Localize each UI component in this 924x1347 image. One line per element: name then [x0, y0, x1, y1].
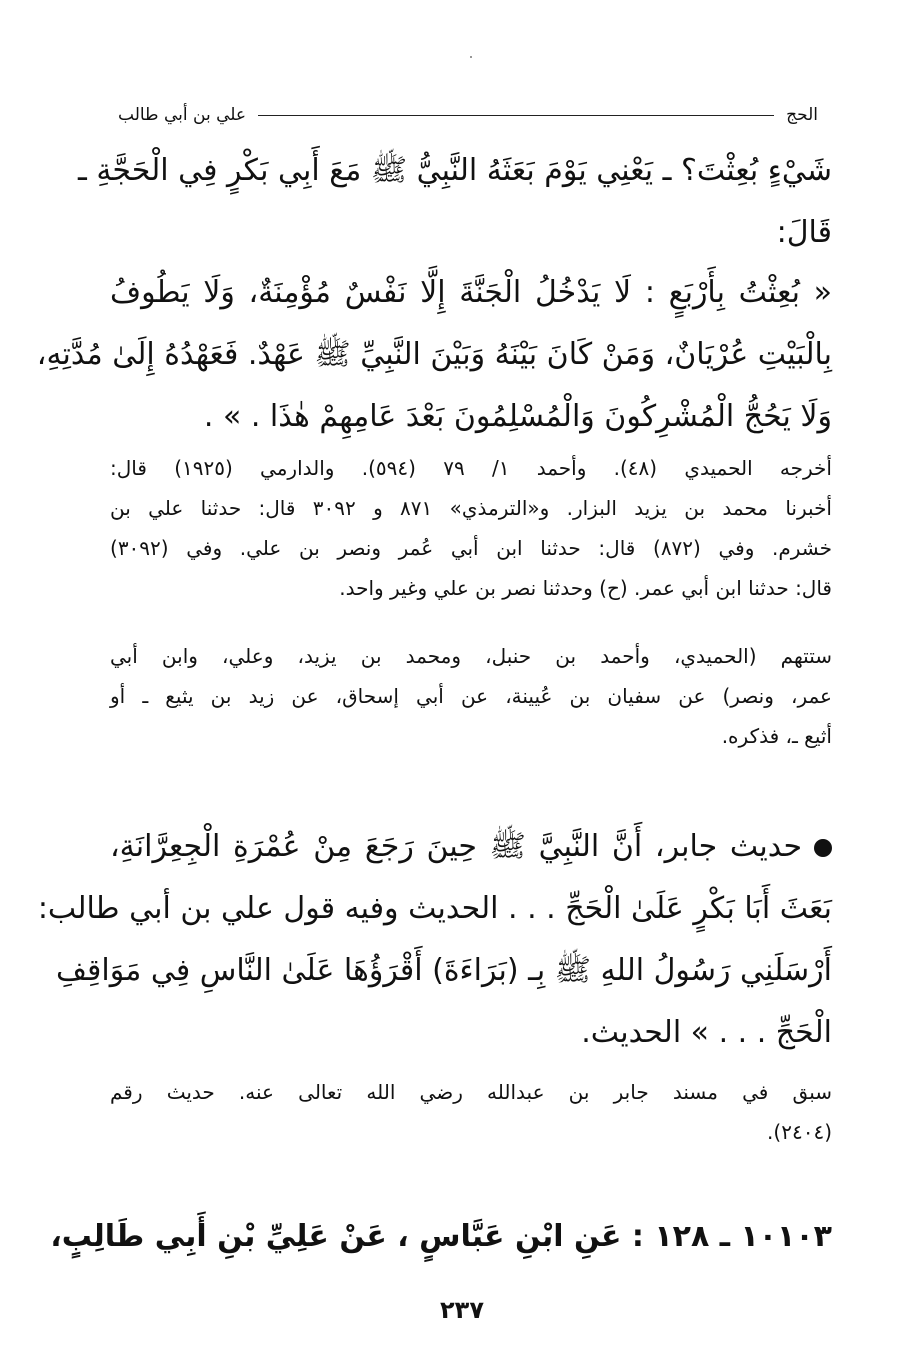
text-line: وَلَا يَحُجُّ الْمُشْرِكُونَ وَالْمُسْلِمُونَ بَعْدَ عَامِهِمْ هٰذَا . » .	[203, 399, 832, 434]
text-line: بَعَثَ أَبَا بَكْرٍ عَلَىٰ الْحَجِّ . . . الحديث وفيه قول علي بن أبي طالب:	[37, 891, 832, 926]
text-line: « بُعِثْتُ بِأَرْبَعٍ : لَا يَدْخُلُ الْجَنَّةَ إِلَّا نَفْسٌ مُؤْمِنَةٌ، وَلَا يَطُوفُ	[110, 275, 832, 310]
header-rule	[258, 115, 774, 116]
hadith-first-line: حديث جابر، أَنَّ النَّبِيَّ ﷺ حِينَ رَجَعَ مِنْ عُمْرَةِ الْجِعِرَّانَةِ،	[110, 829, 802, 864]
hadith-quote	[36, 262, 832, 448]
running-header	[118, 100, 818, 130]
text-line: شَيْءٍ بُعِثْتَ؟ ـ يَعْنِي يَوْمَ بَعَثَهُ النَّبِيُّ ﷺ مَعَ أَبِي بَكْرٍ فِي الْحَجَّةِ ـ	[78, 153, 832, 188]
entry-line: ١٠١٠٣ ـ ١٢٨ : عَنِ ابْنِ عَبَّاسٍ ، عَنْ عَلِيِّ بْنِ أَبِي طَالِبٍ،	[50, 1219, 832, 1254]
hadith-text-continuation	[78, 140, 832, 264]
note-line: سبق في مسند جابر بن عبدالله رضي الله تعالى عنه. حديث رقم	[110, 1080, 832, 1104]
note-line: قال: حدثنا ابن أبي عمر. (ح) وحدثنا نصر بن علي وغير واحد.	[339, 576, 832, 600]
header-section-title: علي بن أبي طالب	[118, 105, 247, 125]
note-line: خشرم. وفي (٨٧٢) قال: حدثنا ابن أبي عُمر ونصر بن علي. وفي (٣٠٩٢)	[110, 536, 832, 560]
text-line: أَرْسَلَنِي رَسُولُ اللهِ ﷺ بِـ (بَرَاءَةَ) أَقْرَؤُهَا عَلَىٰ النَّاسِ فِي مَوَاقِفِ	[55, 953, 832, 988]
isnad-note	[110, 636, 832, 756]
hadith-entry-heading	[50, 1206, 832, 1268]
header-chapter-title: الحج	[786, 105, 818, 125]
takhrij-note	[110, 448, 832, 608]
note-line: ستتهم (الحميدي، وأحمد بن حنبل، ومحمد بن يزيد، وعلي، وابن أبي	[110, 644, 832, 668]
note-line: (٢٤٠٤).	[767, 1120, 832, 1144]
note-line: عمر، ونصر) عن سفيان بن عُيينة، عن أبي إسحاق، عن زيد بن يثيع ـ أو	[110, 684, 832, 708]
page-number: ٢٣٧	[440, 1296, 484, 1324]
text-line	[110, 816, 832, 878]
bullet-icon	[814, 839, 832, 857]
text-line: بِالْبَيْتِ عُرْيَانٌ، وَمَنْ كَانَ بَيْنَهُ وَبَيْنَ النَّبِيِّ ﷺ عَهْدٌ. فَعَهْدُهُ إِلَىٰ مُدَّتِهِ،	[36, 337, 832, 372]
text-line: قَالَ:	[776, 215, 832, 250]
note-line: أثيع ـ، فذكره.	[721, 724, 832, 748]
note-line: أخرجه الحميدي (٤٨). وأحمد ١/ ٧٩ (٥٩٤). والدارمي (١٩٢٥) قال:	[110, 456, 832, 480]
text-line: الْحَجِّ . . . » الحديث.	[581, 1015, 832, 1050]
note-line: أخبرنا محمد بن يزيد البزار. و«الترمذي» ٨٧١ و ٣٠٩٢ قال: حدثنا علي بن	[110, 496, 832, 520]
scan-speck	[470, 56, 472, 58]
cross-reference-note	[110, 1072, 832, 1152]
jabir-hadith	[37, 816, 832, 1064]
